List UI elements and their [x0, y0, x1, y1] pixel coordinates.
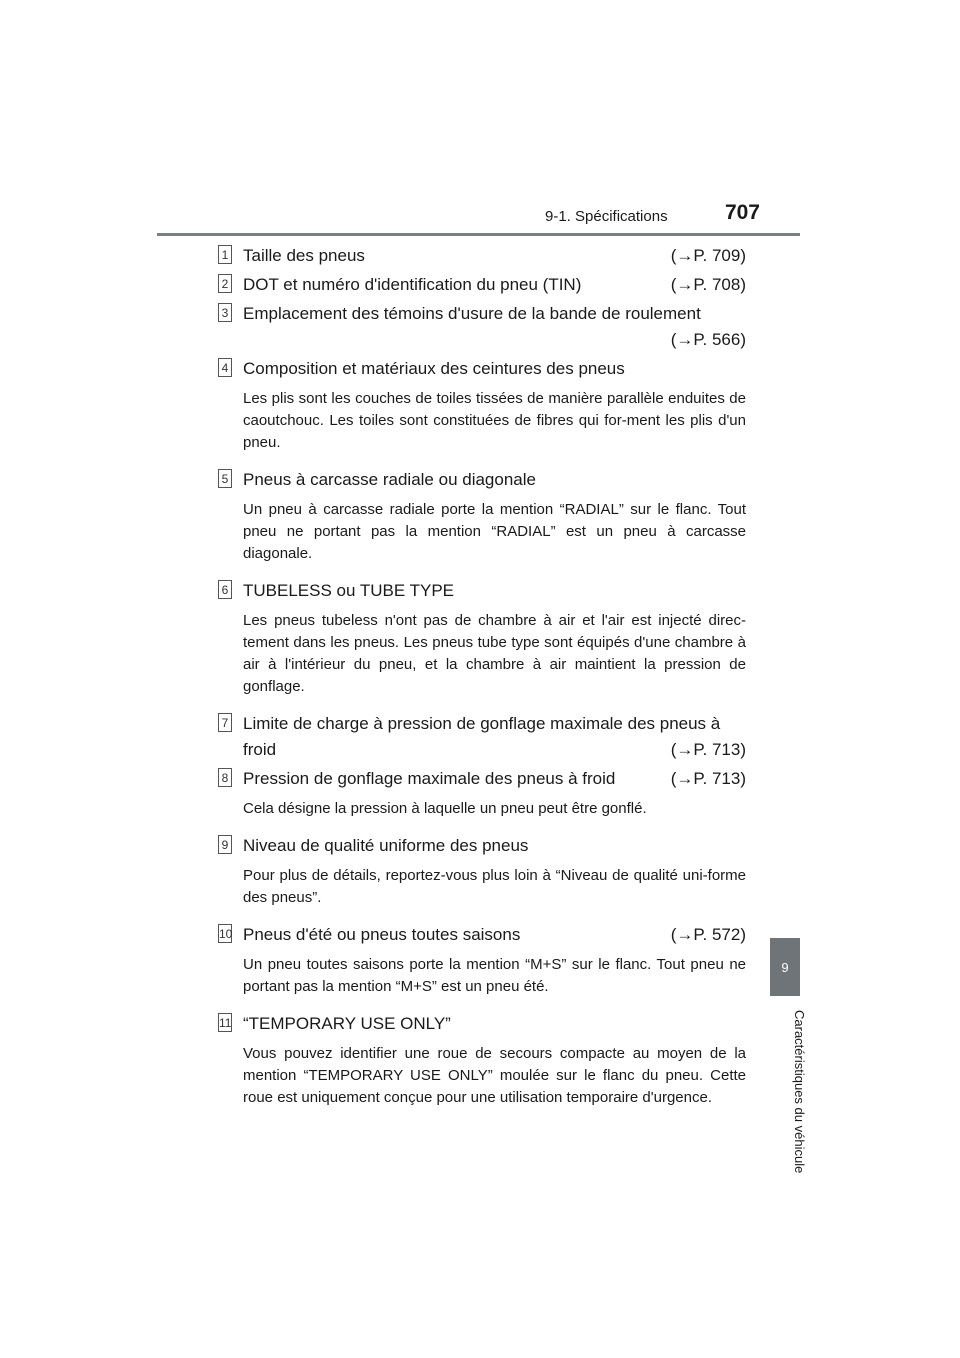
item-number-badge: 9	[218, 835, 232, 854]
section-title: 9-1. Spécifications	[545, 208, 668, 225]
item-description: Pour plus de détails, reportez-vous plus loin à “Niveau de qualité uni-forme des pneus”.	[243, 867, 746, 906]
list-item	[218, 464, 746, 565]
item-number-badge: 5	[218, 469, 232, 488]
item-description: Un pneu toutes saisons porte la mention “M+S” sur le flanc. Tout pneu ne portant pas la mention “M+S” est un pneu été.	[243, 956, 746, 995]
item-number-badge: 1	[218, 245, 232, 264]
item-description: Cela désigne la pression à laquelle un pneu peut être gonflé.	[243, 800, 647, 817]
item-number-badge: 3	[218, 303, 232, 322]
item-number-badge: 7	[218, 713, 232, 732]
chapter-label: Caractéristiques du véhicule	[792, 1010, 807, 1174]
list-item	[218, 353, 746, 454]
header-divider	[157, 233, 800, 236]
item-title: Emplacement des témoins d'usure de la bande de roulement	[243, 304, 701, 323]
list-item	[218, 575, 746, 698]
item-title: TUBELESS ou TUBE TYPE	[243, 581, 455, 600]
item-title: Taille des pneus	[243, 246, 365, 265]
list-item	[218, 240, 746, 269]
item-title: Limite de charge à pression de gonflage maximale des pneus à froid	[243, 714, 721, 759]
item-title: Composition et matériaux des ceintures des pneus	[243, 359, 625, 378]
item-number-badge: 8	[218, 768, 232, 787]
page-reference-link[interactable]: (→P. 708)	[670, 275, 746, 294]
chapter-tab[interactable]	[770, 938, 800, 996]
item-title: Pneus à carcasse radiale ou diagonale	[243, 470, 536, 489]
item-number-badge: 4	[218, 358, 232, 377]
page-reference-link[interactable]: (→P. 572)	[670, 925, 746, 944]
page-reference-link[interactable]: (→P. 713)	[670, 769, 746, 788]
list-item	[218, 830, 746, 909]
list-item	[218, 269, 746, 298]
item-number-badge: 10	[218, 924, 232, 943]
item-title: “TEMPORARY USE ONLY”	[243, 1014, 451, 1033]
page-reference-link[interactable]: (→P. 709)	[670, 246, 746, 265]
item-title: DOT et numéro d'identification du pneu (TIN)	[243, 275, 582, 294]
item-description: Vous pouvez identifier une roue de secours compacte au moyen de la mention “TEMPORARY USE ONLY” moulée sur le flanc du pneu. Cette roue est uniquement conçue pour une utilisation temporaire d'urgence.	[243, 1045, 746, 1106]
list-item	[218, 298, 746, 353]
page-reference-link[interactable]: (→P. 566)	[670, 330, 746, 349]
list-item	[218, 763, 746, 820]
list-item	[218, 708, 746, 763]
page-reference-link[interactable]: (→P. 713)	[670, 740, 746, 759]
item-title: Niveau de qualité uniforme des pneus	[243, 836, 529, 855]
chapter-number: 9	[781, 959, 789, 975]
list-item	[218, 919, 746, 998]
item-title: Pression de gonflage maximale des pneus à froid	[243, 769, 616, 788]
item-number-badge: 2	[218, 274, 232, 293]
item-title: Pneus d'été ou pneus toutes saisons	[243, 925, 521, 944]
page-number: 707	[724, 201, 760, 224]
item-description: Un pneu à carcasse radiale porte la mention “RADIAL” sur le flanc. Tout pneu ne portant pas la mention “RADIAL” est un pneu à carcasse diagonale.	[243, 501, 746, 562]
tire-label-list	[218, 240, 746, 1119]
item-number-badge: 6	[218, 580, 232, 599]
item-description: Les plis sont les couches de toiles tissées de manière parallèle enduites de caoutchouc. Les toiles sont constituées de fibres qui for-ment les plis d'un pneu.	[243, 390, 746, 451]
item-number-badge: 11	[218, 1013, 232, 1032]
list-item	[218, 1008, 746, 1109]
item-description: Les pneus tubeless n'ont pas de chambre à air et l'air est injecté direc-tement dans les pneus. Les pneus tube type sont équipés d'une chambre à air à l'intérieur du pneu, et la chambre à air maintient la pression de gonflage.	[243, 612, 746, 695]
